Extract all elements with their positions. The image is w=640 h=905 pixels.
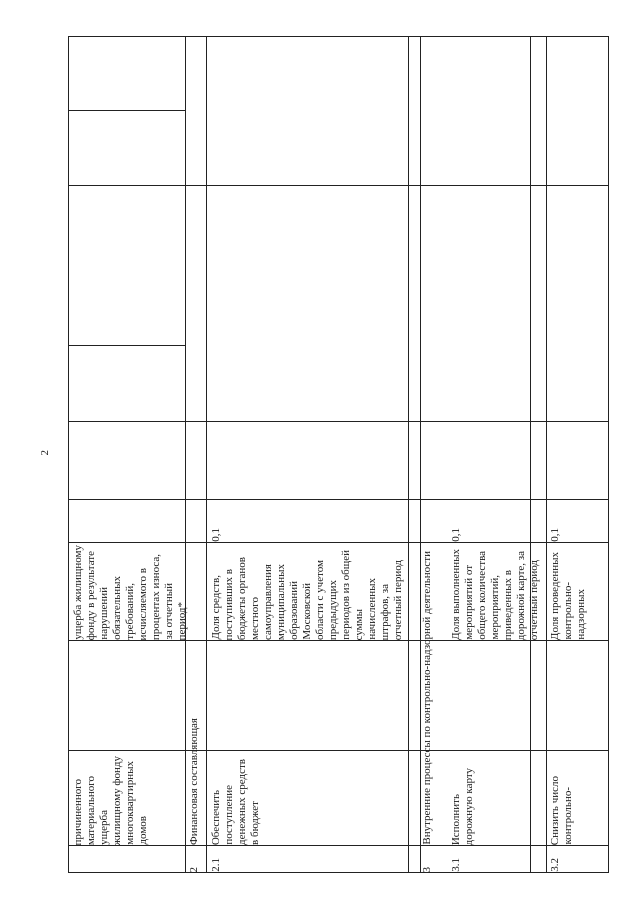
indicator-cell: Доля средств, поступивших в бюджеты органов местного самоуправления муниципальных образований Московской области с учетом предыдущих периодов из общей суммы начисленных штрафов, за отчетный период [210,550,404,640]
cell-text: ущерба жилищному фонду в результате нарушений обязательных требований, исчисляемого в процентах износа, за отчетный период* [72,545,188,640]
section-title: Внутренние процессы по контрольно-надзорной деятельности [421,551,433,845]
table-right-border [608,36,609,873]
row-number: 3 [421,866,433,872]
section-title: Финансовая составляющая [188,718,200,845]
column-divider [68,185,609,186]
column-divider [68,421,609,422]
row-divider [408,36,409,873]
weight-cell: 0,1 [210,528,222,542]
table-bottom-border [68,872,609,873]
table-top-border [68,36,609,37]
row-divider [546,36,547,873]
column-divider [68,640,609,641]
goal-cell: Снизить число контрольно- [549,775,574,845]
goal-cell: Обеспечить поступление денежных средств в бюджет [210,759,261,845]
weight-cell: 0,1 [549,528,561,542]
row-number: 3.2 [549,858,561,872]
weight-cell: 0,1 [450,528,462,542]
goal-cell: Исполнить дорожную карту [450,767,475,845]
cell-text: причиненного материального ущерба жилищному фонду многоквартирных домов [72,755,149,845]
row-divider [185,36,186,873]
column-divider [68,110,185,111]
row-divider [206,36,207,873]
column-divider [68,345,185,346]
indicator-cell: Доля проведенных контрольно-надзорных [549,551,587,640]
row-number: 2.1 [210,858,222,872]
column-divider [68,499,609,500]
indicator-cell: Доля выполненных мероприятий от общего количества мероприятий, приведенных в дорожной карте, за отчетный период [450,549,540,640]
column-divider [68,845,609,846]
table-left-border [68,36,69,873]
row-number: 2 [188,866,200,872]
row-divider [530,36,531,873]
page-number: 2 [39,450,51,456]
row-number: 3.1 [450,858,462,872]
